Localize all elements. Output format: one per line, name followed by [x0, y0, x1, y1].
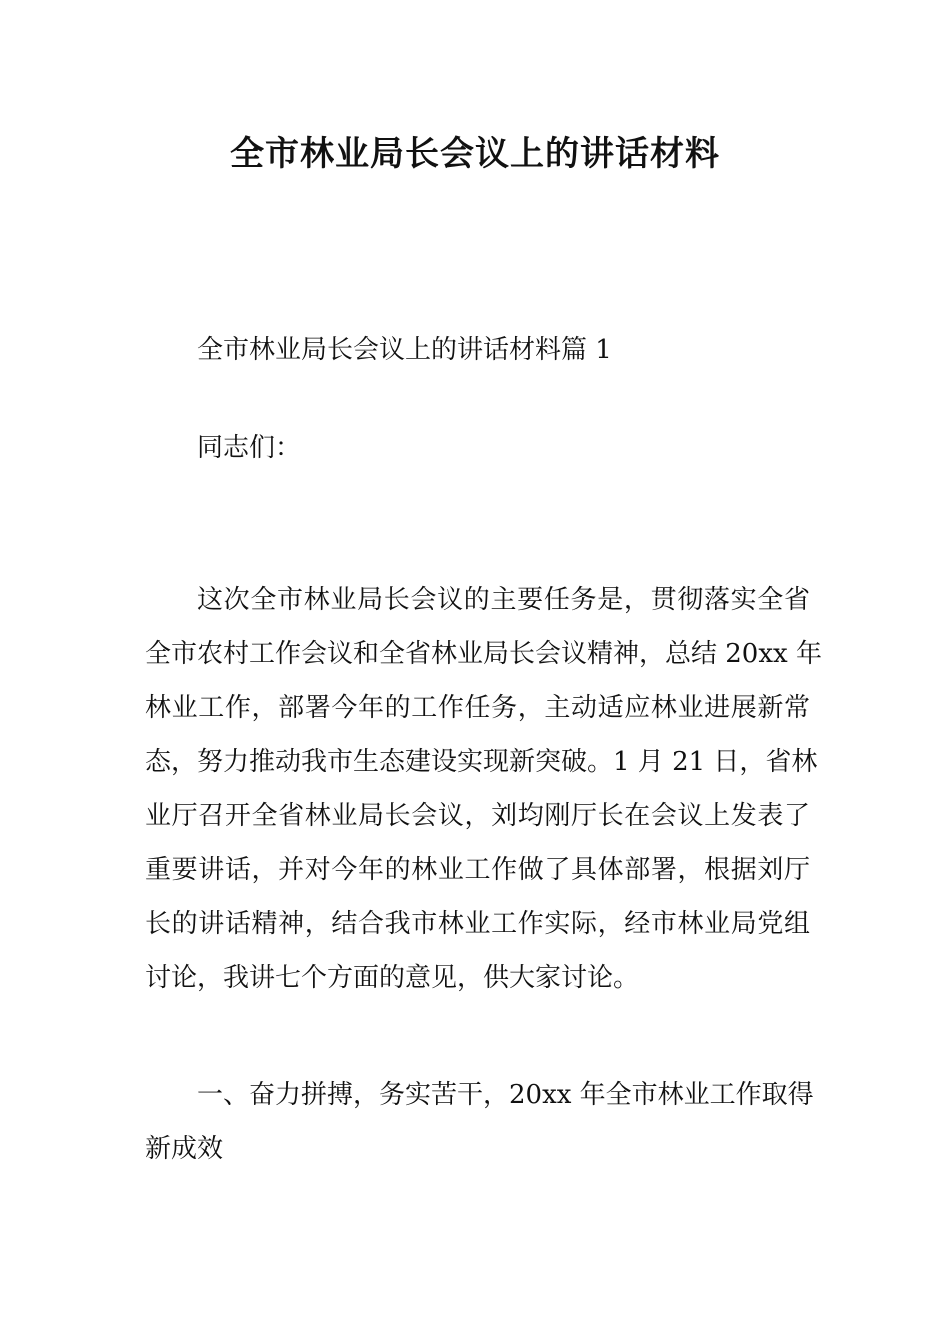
section-heading: 全市林业局长会议上的讲话材料篇 1 [197, 335, 612, 365]
paragraph-line: 全市农村工作会议和全省林业局长会议精神，总结 20xx 年 [145, 639, 822, 669]
intro-paragraph [145, 573, 822, 1005]
paragraph-line: 讨论，我讲七个方面的意见，供大家讨论。 [145, 963, 640, 993]
paragraph-line: 林业工作，部署今年的工作任务，主动适应林业进展新常 [145, 693, 810, 723]
document-title: 全市林业局长会议上的讲话材料 [230, 134, 720, 174]
paragraph-line: 态，努力推动我市生态建设实现新突破。1 月 21 日，省林 [145, 747, 818, 777]
part-one-heading [145, 1068, 814, 1176]
paragraph-line: 这次全市林业局长会议的主要任务是，贯彻落实全省 [197, 585, 810, 615]
paragraph-line: 业厅召开全省林业局长会议，刘均刚厅长在会议上发表了 [145, 801, 810, 831]
paragraph-line: 长的讲话精神，结合我市林业工作实际，经市林业局党组 [145, 909, 810, 939]
paragraph-line: 重要讲话，并对今年的林业工作做了具体部署，根据刘厅 [145, 855, 810, 885]
heading-line: 一、奋力拼搏，务实苦干，20xx 年全市林业工作取得 [197, 1080, 814, 1110]
salutation: 同志们： [197, 433, 302, 463]
heading-line: 新成效 [145, 1134, 224, 1164]
